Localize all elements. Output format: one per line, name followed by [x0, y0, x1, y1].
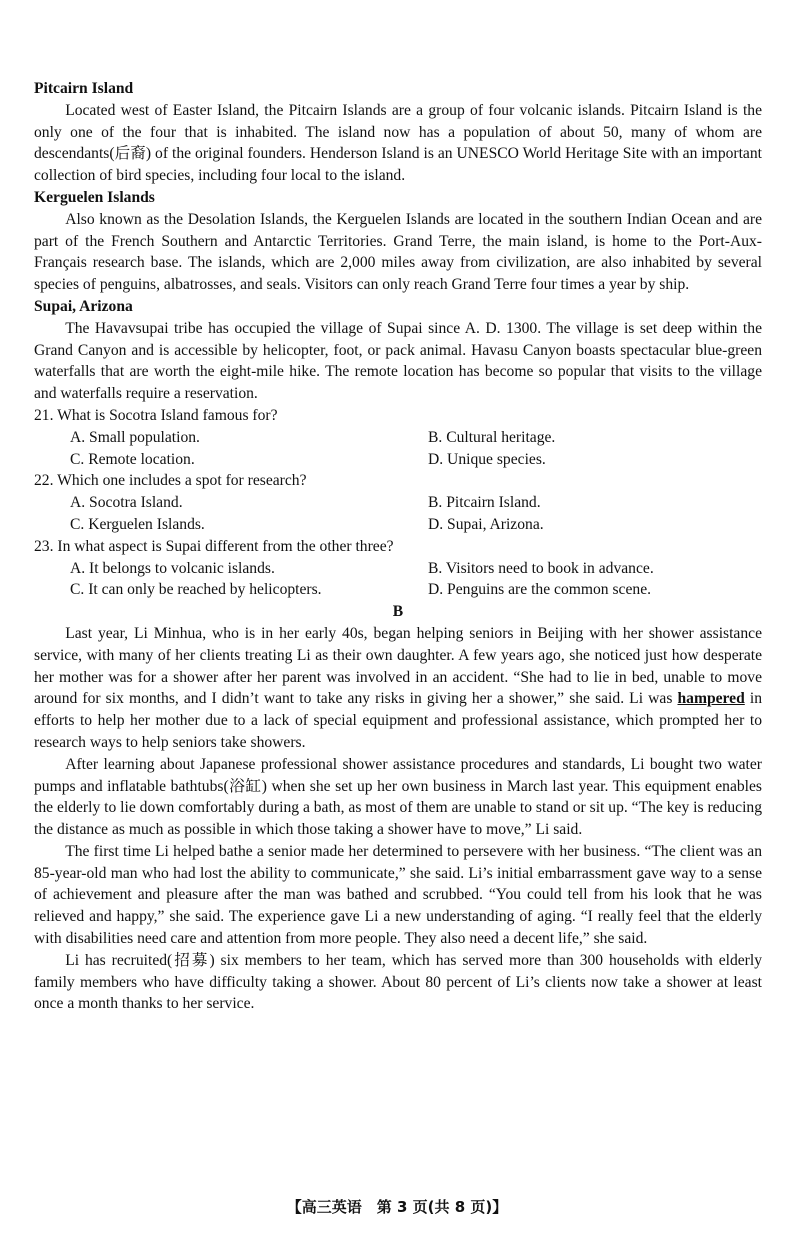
question-23	[34, 536, 762, 601]
option-b: B. Pitcairn Island.	[428, 494, 541, 512]
kerguelen-heading: Kerguelen Islands	[34, 188, 155, 206]
pitcairn-paragraph: Located west of Easter Island, the Pitcairn Islands are a group of four volcanic islands. Pitcairn Island is the only one of the four that is inhabited. The island now has a population of about 50, many of whom are descendants(后裔) of the original founders. Henderson Island is an UNESCO World Heritage Site with an important collection of bird species, including four local to the island.	[34, 101, 762, 185]
option-a: A. Small population.	[70, 428, 200, 446]
supai-paragraph: The Havavsupai tribe has occupied the village of Supai since A. D. 1300. The village is set deep within the Grand Canyon and is accessible by helicopter, foot, or pack animal. Havasu Canyon boasts spectacular blue-green waterfalls that are worth the eight-mile hike. The remote location has become so popular that visits to the village and waterfalls require a reservation.	[34, 319, 762, 403]
passage-b-paragraph-2: After learning about Japanese professional shower assistance procedures and standards, Li bought two water pumps and inflatable bathtubs(浴缸) when she set up her own business in March last year. This equipment enables the elderly to lie down comfortably during a bath, as most of them are unable to stand or sit up. “The key is reducing the distance as much as possible in which those taking a shower have to move,” Li said.	[34, 755, 762, 839]
options-grid	[34, 558, 762, 602]
highlighted-word: hampered	[677, 690, 745, 708]
p1-text-after: in efforts to help her mother due to a lack of special equipment and professional assistance, which prompted her to research ways to help seniors take showers.	[34, 690, 763, 751]
option-d: D. Penguins are the common scene.	[428, 581, 652, 599]
supai-heading: Supai, Arizona	[34, 297, 133, 315]
passage-b-paragraph-3: The first time Li helped bathe a senior made her determined to persevere with her business. “The client was an 85-year-old man who had lost the ability to communicate,” she said. Li’s initial embarrassment gave way to a sense of achievement and pleasure after the man was bathed and scrubbed. “You could tell from his look that he was relieved and happy,” she said. The experience gave Li a new understanding of aging. “I really feel that the elderly with disabilities need care and attention from more people. They also need a decent life,” she said.	[34, 842, 762, 948]
question-22	[34, 470, 762, 535]
options-grid	[34, 492, 762, 536]
option-b: B. Visitors need to book in advance.	[428, 559, 654, 577]
question-stem: 22. Which one includes a spot for research?	[34, 472, 307, 490]
question-stem: 23. In what aspect is Supai different from the other three?	[34, 537, 394, 555]
section-label-b: B	[392, 603, 404, 621]
question-stem: 21. What is Socotra Island famous for?	[34, 406, 278, 424]
passage-b-paragraph-4: Li has recruited(招募) six members to her team, which has served more than 300 households with elderly family members who have difficulty taking a shower. About 80 percent of Li’s clients now take a shower at least once a month thanks to her service.	[34, 951, 762, 1013]
option-d: D. Supai, Arizona.	[428, 515, 544, 533]
option-c: C. Kerguelen Islands.	[70, 515, 205, 533]
options-grid	[34, 427, 762, 471]
kerguelen-paragraph: Also known as the Desolation Islands, the Kerguelen Islands are located in the southern Indian Ocean and are part of the French Southern and Antarctic Territories. Grand Terre, the main island, is home to the Port-Aux-Français research base. The islands, which are 2,000 miles away from civilization, are also inhabited by several species of penguins, albatrosses, and seals. Visitors can only reach Grand Terre four times a year by ship.	[34, 210, 762, 294]
option-a: A. Socotra Island.	[70, 494, 183, 512]
option-c: C. Remote location.	[70, 450, 195, 468]
option-a: A. It belongs to volcanic islands.	[70, 559, 275, 577]
p1-text-before: Last year, Li Minhua, who is in her early 40s, began helping seniors in Beijing with her shower assistance service, with many of her clients treating Li as their own daughter. A few years ago, she noticed just how desperate her mother was for a shower after her parent was involved in an accident. “She had to lie in bed, unable to move around for six months, and I didn’t want to take any risks in giving her a shower,” she said. Li was	[34, 624, 762, 708]
option-b: B. Cultural heritage.	[428, 428, 556, 446]
pitcairn-heading: Pitcairn Island	[34, 80, 134, 97]
option-c: C. It can only be reached by helicopters.	[70, 581, 322, 599]
passage-b-paragraph-1	[34, 623, 762, 754]
page-content	[34, 78, 762, 1015]
page-footer: 【高三英语 第 3 页(共 8 页)】	[286, 1198, 508, 1216]
question-21	[34, 405, 762, 470]
option-d: D. Unique species.	[428, 450, 546, 468]
